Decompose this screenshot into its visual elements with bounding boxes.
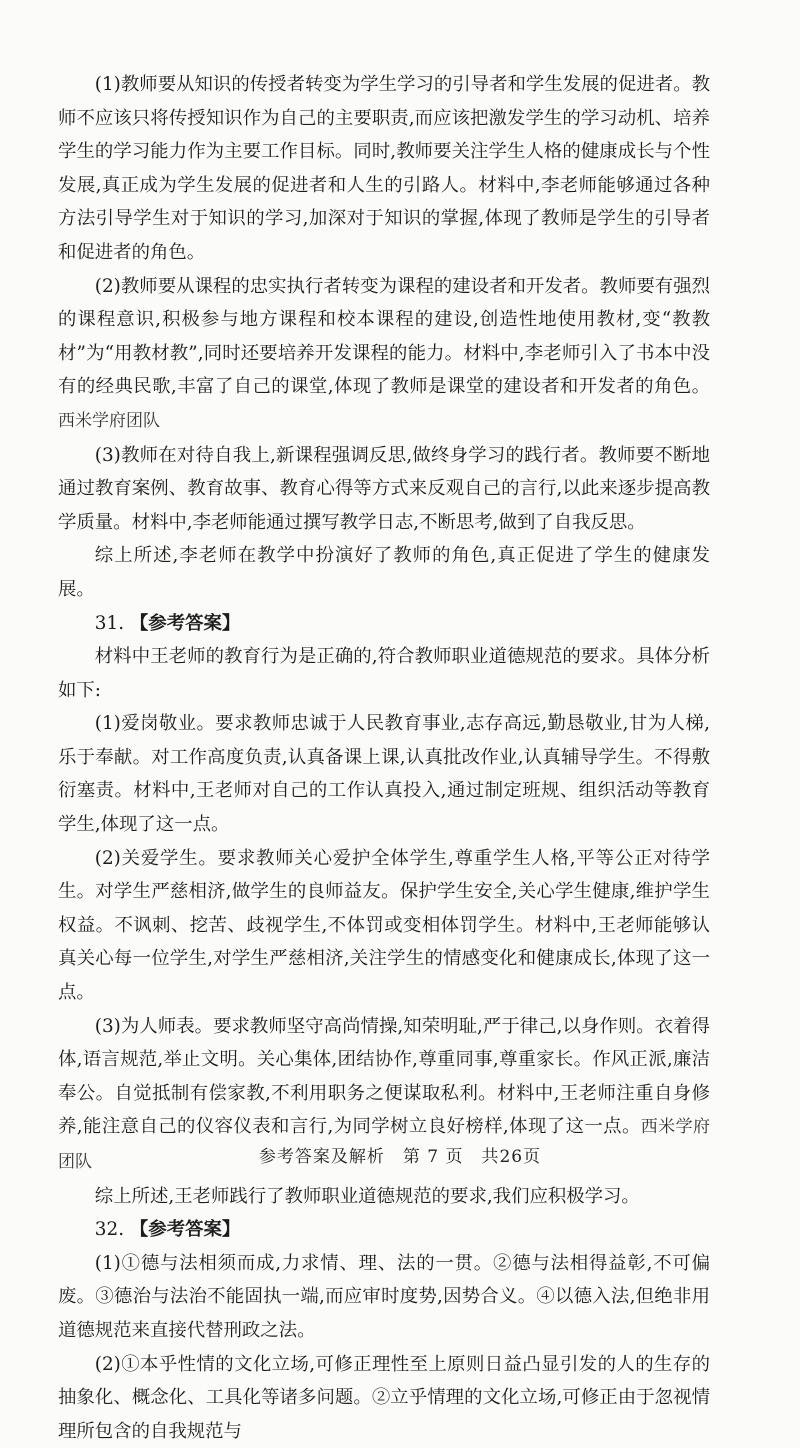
answer-heading-31: 31. 【参考答案】 <box>94 612 241 634</box>
paragraph: 材料中王老师的教育行为是正确的,符合教师职业道德规范的要求。具体分析如下: <box>58 646 710 701</box>
answer-heading-32: 32. 【参考答案】 <box>94 1219 241 1241</box>
paragraph: 综上所述,李老师在教学中扮演好了教师的角色,真正促进了学生的健康发展。 <box>58 545 710 600</box>
page-footer: 参考答案及解析 第 7 页 共26页 <box>258 1147 542 1167</box>
paragraph: (1)爱岗敬业。要求教师忠诚于人民教育事业,志存高远,勤恳敬业,甘为人梯,乐于奉献。对工作高度负责,认真备课上课,认真批改作业,认真辅导学生。不得敷衍塞责。材料中,王老师对自己的工作认真投入,通过制定班规、组织活动等教育学生,体现了这一点。 <box>58 713 710 836</box>
paragraph: (2)关爱学生。要求教师关心爱护全体学生,尊重学生人格,平等公正对待学生。对学生严慈相济,做学生的良师益友。保护学生安全,关心学生健康,维护学生权益。不讽刺、挖苦、歧视学生,不体罚或变相体罚学生。材料中,王老师能够认真关心每一位学生,对学生严慈相济,关注学生的情感变化和健康成长,体现了这一点。 <box>58 847 710 1004</box>
paragraph: 综上所述,王老师践行了教师职业道德规范的要求,我们应积极学习。 <box>94 1185 640 1207</box>
paragraph: (3)教师在对待自我上,新课程强调反思,做终身学习的践行者。教师要不断地通过教育案例、教育故事、教育心得等方式来反观自己的言行,以此来逐步提高教学质量。材料中,李老师能通过撰写教学日志,不断思考,做到了自我反思。 <box>58 444 710 533</box>
paragraph: (1)教师要从知识的传授者转变为学生学习的引导者和学生发展的促进者。教师不应该只将传授知识作为自己的主要职责,而应该把激发学生的学习动机、培养学生的学习能力作为主要工作目标。同时,教师要关注学生人格的健康成长与个性发展,真正成为学生发展的促进者和人生的引路人。材料中,李老师能够通过各种方法引导学生对于知识的学习,加深对于知识的掌握,体现了教师是学生的引导者和促进者的角色。 <box>58 74 710 263</box>
document-body <box>58 68 710 1448</box>
paragraph: (1)①德与法相须而成,力求情、理、法的一贯。②德与法相得益彰,不可偏废。③德治与法治不能固执一端,而应审时度势,因势合义。④以德入法,但绝非用道德规范来直接代替刑政之法。 <box>58 1252 710 1341</box>
paragraph: (2)①本乎性情的文化立场,可修正理性至上原则日益凸显引发的人的生存的抽象化、概念化、工具化等诸多问题。②立乎情理的文化立场,可修正由于忽视情理所包含的自我规范与 <box>58 1353 710 1442</box>
watermark-text: 西米学府团队 <box>58 410 160 431</box>
paragraph: (3)为人师表。要求教师坚守高尚情操,知荣明耻,严于律己,以身作则。衣着得体,语言规范,举止文明。关心集体,团结协作,尊重同事,尊重家长。作风正派,廉洁奉公。自觉抵制有偿家教,不利用职务之便谋取私利。材料中,王老师注重自身修养,能注意自己的仪容仪表和言行,为同学树立良好榜样,体现了这一点。西米学府团队 <box>58 1015 710 1172</box>
watermark-text: 西米学府团队 <box>58 1117 710 1172</box>
paragraph: (2)教师要从课程的忠实执行者转变为课程的建设者和开发者。教师要有强烈的课程意识,积极参与地方课程和校本课程的建设,创造性地使用教材,变“教教材”为“用教材教”,同时还要培养开发课程的能力。材料中,李老师引入了书本中没有的经典民歌,丰富了自己的课堂,体现了教师是课堂的建设者和开发者的角色。西米学府团队 <box>58 275 710 431</box>
